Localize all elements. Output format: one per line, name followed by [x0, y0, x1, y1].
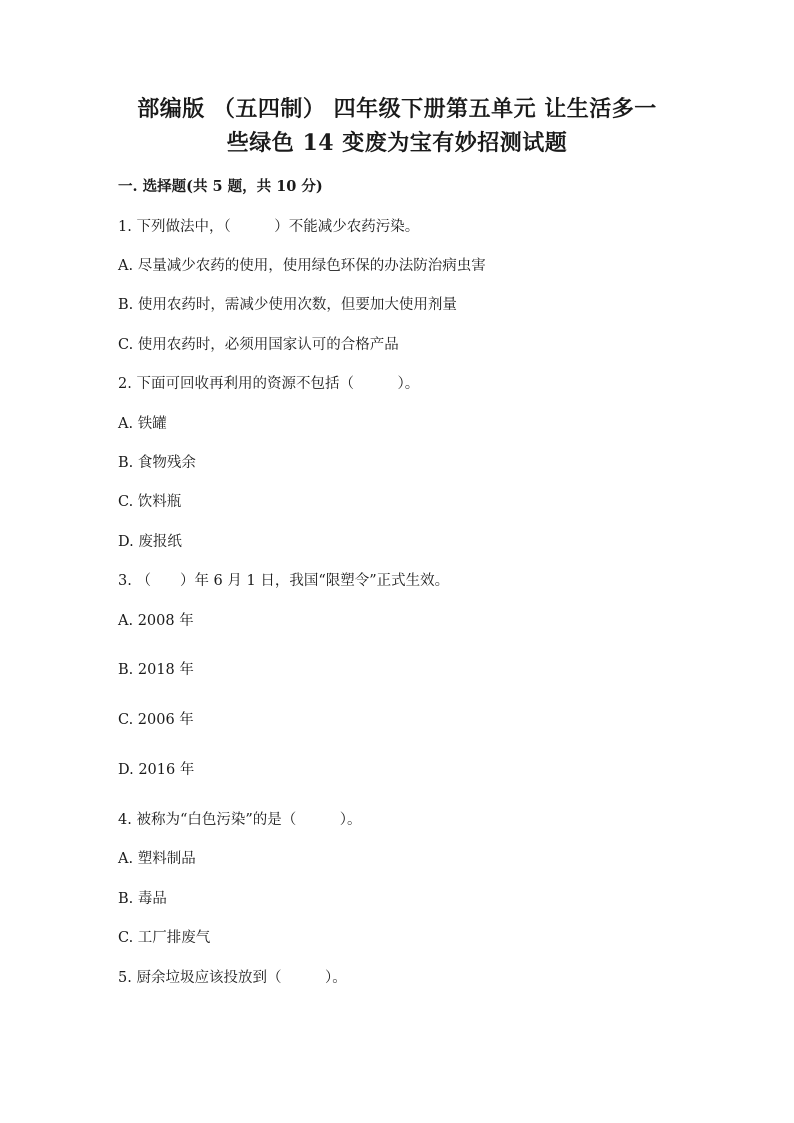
question-3-option-a: A. 2008 年 — [118, 613, 194, 629]
page-title-line-1: 部编版 （五四制） 四年级下册第五单元 让生活多一 — [137, 96, 657, 122]
section-heading: 一. 选择题(共 5 题，共 10 分) — [118, 178, 323, 195]
question-2-option-d: D. 废报纸 — [118, 534, 182, 550]
question-1-stem: 1. 下列做法中，（ ）不能减少农药污染。 — [118, 219, 420, 235]
question-4-option-c: C. 工厂排废气 — [118, 930, 211, 946]
question-2-option-c: C. 饮料瓶 — [118, 494, 182, 510]
question-4-stem: 4. 被称为“白色污染”的是（ ）。 — [118, 812, 362, 828]
question-1-option-c: C. 使用农药时，必须用国家认可的合格产品 — [118, 337, 399, 353]
question-4-option-a: A. 塑料制品 — [118, 851, 196, 867]
question-2-stem: 2. 下面可回收再利用的资源不包括（ ）。 — [118, 376, 420, 392]
question-1-option-b: B. 使用农药时，需减少使用次数，但要加大使用剂量 — [118, 297, 457, 313]
question-2-option-b: B. 食物残余 — [118, 455, 196, 471]
question-3-option-b: B. 2018 年 — [118, 662, 194, 678]
question-3-option-d: D. 2016 年 — [118, 762, 195, 778]
question-4-option-b: B. 毒品 — [118, 891, 167, 907]
question-5-stem: 5. 厨余垃圾应该投放到（ ）。 — [118, 970, 347, 986]
question-2-option-a: A. 铁罐 — [118, 416, 167, 432]
question-1-option-a: A. 尽量减少农药的使用，使用绿色环保的办法防治病虫害 — [118, 258, 486, 274]
question-3-option-c: C. 2006 年 — [118, 712, 194, 728]
question-3-stem: 3. （ ）年 6 月 1 日，我国“限塑令”正式生效。 — [118, 573, 450, 589]
page-title-line-2: 些绿色 14 变废为宝有妙招测试题 — [226, 130, 568, 156]
